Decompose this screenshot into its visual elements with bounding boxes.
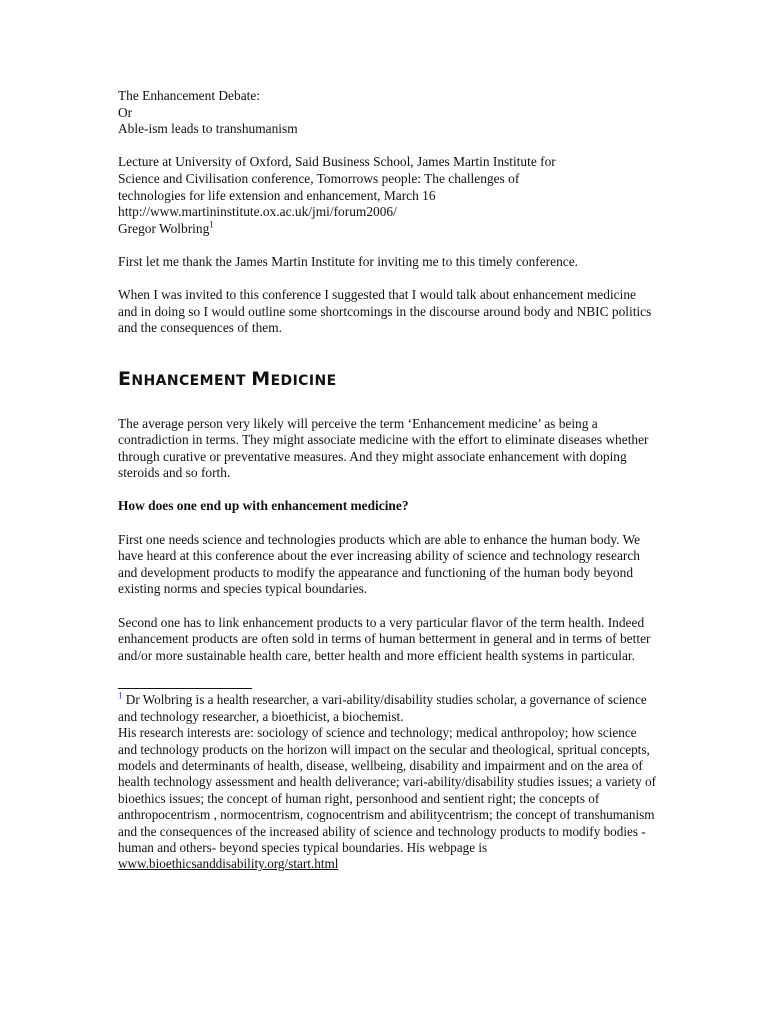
lecture-url: http://www.martininstitute.ox.ac.uk/jmi/forum2006/ bbox=[118, 204, 397, 220]
intro-paragraph-2: When I was invited to this conference I suggested that I would talk about enhancement medicine and in doing so I would outline some shortcomings in the discourse around body and NBIC politics and the consequences of them. bbox=[118, 287, 652, 336]
lecture-line-3: technologies for life extension and enhancement, March 16 bbox=[118, 187, 436, 203]
body-paragraph-1: First one needs science and technologies products which are able to enhance the human body. We have heard at this conference about the ever increasing ability of science and technology research and development products to modify the appearance and functioning of the human body beyond existing norms and species typical boundaries. bbox=[118, 531, 641, 597]
document-title-block bbox=[118, 88, 658, 138]
section-heading-word-1: NHANCEMENT bbox=[131, 372, 246, 389]
footnote-divider bbox=[118, 688, 252, 689]
section-paragraph: The average person very likely will perceive the term ‘Enhancement medicine’ as being a contradiction in terms. They might associate medicine with the effort to eliminate diseases whether through curative or preventative measures. And they might associate enhancement with doping steroids and so forth. bbox=[118, 415, 649, 481]
webpage-link[interactable]: www.bioethicsanddisability.org/start.html bbox=[118, 856, 339, 872]
document-title-line-1: The Enhancement Debate: bbox=[118, 88, 261, 103]
subheading: How does one end up with enhancement medicine? bbox=[118, 498, 409, 514]
footnote-first-text: Dr Wolbring is a health researcher, a vari-ability/disability studies scholar, a governance of science and technology researcher, a bioethicist, a biochemist. bbox=[118, 692, 647, 724]
lecture-info bbox=[118, 154, 658, 237]
footnote bbox=[118, 692, 658, 872]
document-page bbox=[118, 88, 658, 873]
footnote-mark: 1 bbox=[118, 691, 123, 702]
document-title-line-2: Or bbox=[118, 104, 133, 120]
footnote-reference[interactable]: 1 bbox=[209, 219, 214, 230]
footnote-second-text: His research interests are: sociology of science and technology; medical anthropoloy; how science and technology products on the horizon will impact on the secular and theological, spritual concepts, models and determinants of health, disease, wellbeing, disability and impairment and on the area of health technology assessment and health deliverance; vari-ability/disability studies issues; a variety of bioethics issues; the concept of human right, personhood and sentient right; the concepts of anthropocentrism , normocentrism, cognocentrism and abilitycentrism; the concept of transhumanism and the consequences of the increased ability of science and technology products to modify bodies -human and others- beyond species typical boundaries. His webpage is bbox=[118, 725, 656, 856]
body-paragraph-2: Second one has to link enhancement products to a very particular flavor of the term health. Indeed enhancement products are often sold in terms of human betterment in general and in terms of better and/or more sustainable health care, better health and more efficient health systems in particular. bbox=[118, 614, 651, 663]
section-heading-initial-1: E bbox=[118, 367, 132, 390]
section-heading bbox=[118, 367, 658, 390]
section-heading-initial-2: M bbox=[251, 367, 271, 390]
document-title-line-3: Able-ism leads to transhumanism bbox=[118, 121, 298, 137]
footnote-second-paragraph bbox=[118, 725, 658, 873]
footnote-first-paragraph bbox=[118, 692, 658, 725]
intro-paragraph-1: First let me thank the James Martin Institute for inviting me to this timely conference. bbox=[118, 253, 579, 269]
lecture-line-1: Lecture at University of Oxford, Said Business School, James Martin Institute for bbox=[118, 154, 556, 170]
lecture-line-2: Science and Civilisation conference, Tomorrows people: The challenges of bbox=[118, 170, 520, 186]
author-name: Gregor Wolbring bbox=[118, 220, 210, 236]
author-line bbox=[118, 221, 658, 238]
section-heading-word-2: EDICINE bbox=[270, 372, 337, 389]
